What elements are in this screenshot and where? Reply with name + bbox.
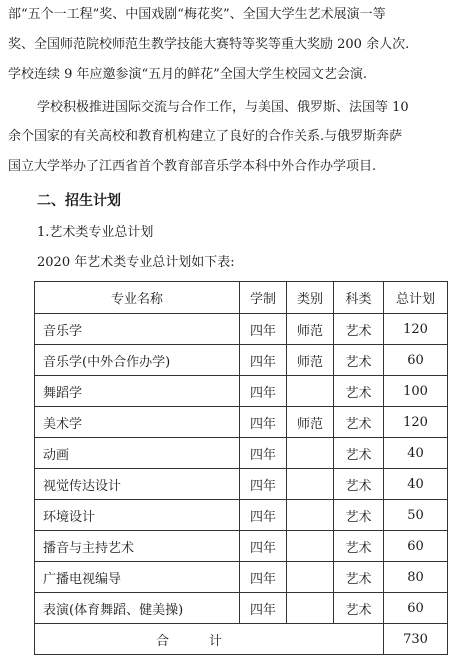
- cell-subject: 艺术: [334, 438, 384, 469]
- cell-major: 美术学: [35, 407, 240, 438]
- intl-line-1: 学校积极推进国际交流与合作工作，与美国、俄罗斯、法国等 10: [37, 100, 409, 115]
- table-row: [35, 562, 448, 593]
- table-total-row: [35, 624, 448, 655]
- cell-total: 120: [384, 407, 448, 438]
- cell-total: 100: [384, 376, 448, 407]
- cell-category: [287, 500, 334, 531]
- cell-category: [287, 469, 334, 500]
- intro-line-2: 奖、全国师范院校师范生教学技能大赛特等奖等重大奖励 200 余人次.: [8, 37, 410, 52]
- cell-major: 视觉传达设计: [35, 469, 240, 500]
- cell-duration: 四年: [240, 314, 287, 345]
- cell-duration: 四年: [240, 562, 287, 593]
- cell-total: 50: [384, 500, 448, 531]
- table-row: [35, 438, 448, 469]
- intl-line-3: 国立大学举办了江西省首个教育部音乐学本科中外合作办学项目.: [8, 159, 377, 174]
- table-row: [35, 345, 448, 376]
- intro-line-1: 部“五个一工程”奖、中国戏剧“梅花奖”、全国大学生艺术展演一等: [8, 7, 386, 22]
- cell-total: 40: [384, 438, 448, 469]
- cell-category: 师范: [287, 407, 334, 438]
- header-category: 类别: [287, 282, 334, 314]
- cell-total: 40: [384, 469, 448, 500]
- cell-major: 表演(体育舞蹈、健美操): [35, 593, 240, 624]
- cell-subject: 艺术: [334, 469, 384, 500]
- cell-major: 舞蹈学: [35, 376, 240, 407]
- cell-subject: 艺术: [334, 376, 384, 407]
- header-major: 专业名称: [35, 282, 240, 314]
- cell-major: 播音与主持艺术: [35, 531, 240, 562]
- cell-major: 环境设计: [35, 500, 240, 531]
- cell-duration: 四年: [240, 345, 287, 376]
- table-row: [35, 531, 448, 562]
- total-value: 730: [384, 624, 448, 655]
- cell-total: 60: [384, 593, 448, 624]
- header-total: 总计划: [384, 282, 448, 314]
- table-header-row: [35, 282, 448, 314]
- cell-duration: 四年: [240, 531, 287, 562]
- cell-total: 60: [384, 345, 448, 376]
- cell-category: [287, 531, 334, 562]
- cell-major: 动画: [35, 438, 240, 469]
- cell-category: 师范: [287, 345, 334, 376]
- cell-subject: 艺术: [334, 562, 384, 593]
- cell-subject: 艺术: [334, 593, 384, 624]
- plan-table: [34, 281, 448, 655]
- cell-major: 广播电视编导: [35, 562, 240, 593]
- cell-duration: 四年: [240, 407, 287, 438]
- total-label: 合计: [35, 624, 384, 655]
- table-row: [35, 407, 448, 438]
- cell-duration: 四年: [240, 500, 287, 531]
- subsection-heading: 1.艺术类专业总计划: [37, 225, 154, 240]
- cell-subject: 艺术: [334, 500, 384, 531]
- cell-duration: 四年: [240, 438, 287, 469]
- table-row: [35, 593, 448, 624]
- intl-line-2: 余个国家的有关高校和教育机构建立了良好的合作关系.与俄罗斯奔萨: [8, 129, 403, 144]
- table-row: [35, 376, 448, 407]
- cell-subject: 艺术: [334, 314, 384, 345]
- cell-duration: 四年: [240, 593, 287, 624]
- cell-subject: 艺术: [334, 345, 384, 376]
- cell-total: 120: [384, 314, 448, 345]
- cell-subject: 艺术: [334, 531, 384, 562]
- intro-line-3: 学校连续 9 年应邀参演“五月的鲜花”全国大学生校园文艺会演.: [8, 67, 367, 82]
- header-duration: 学制: [240, 282, 287, 314]
- cell-duration: 四年: [240, 376, 287, 407]
- cell-category: [287, 593, 334, 624]
- cell-total: 60: [384, 531, 448, 562]
- cell-category: [287, 438, 334, 469]
- cell-major: 音乐学(中外合作办学): [35, 345, 240, 376]
- table-caption: 2020 年艺术类专业总计划如下表:: [37, 255, 235, 270]
- header-subject: 科类: [334, 282, 384, 314]
- cell-category: [287, 376, 334, 407]
- cell-total: 80: [384, 562, 448, 593]
- cell-duration: 四年: [240, 469, 287, 500]
- cell-category: [287, 562, 334, 593]
- cell-subject: 艺术: [334, 407, 384, 438]
- cell-category: 师范: [287, 314, 334, 345]
- table-row: [35, 314, 448, 345]
- table-row: [35, 500, 448, 531]
- table-row: [35, 469, 448, 500]
- cell-major: 音乐学: [35, 314, 240, 345]
- section-heading: 二、招生计划: [37, 193, 121, 209]
